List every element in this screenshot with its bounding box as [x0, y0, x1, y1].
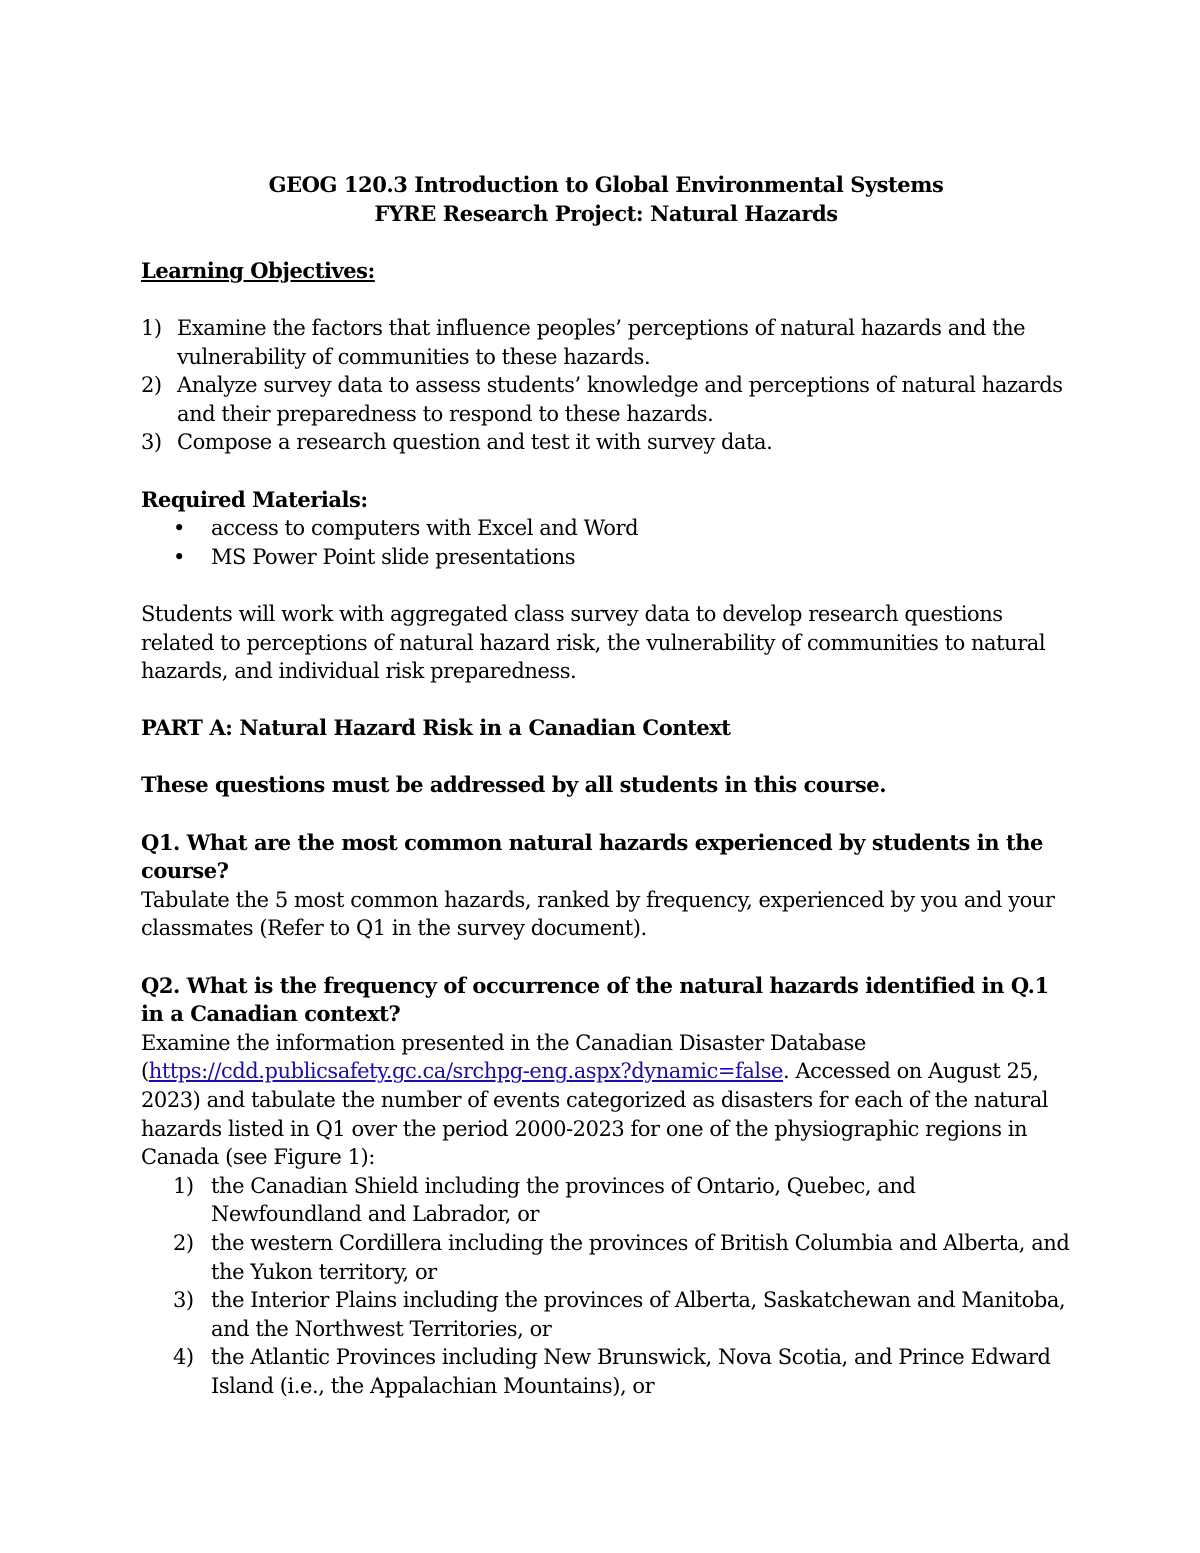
list-item — [141, 314, 1071, 371]
list-item-text: the western Cordillera including the provinces of British Columbia and Alberta, and the Yukon territory, or — [211, 1230, 1070, 1284]
list-item-text: the Interior Plains including the provinces of Alberta, Saskatchewan and Manitoba, and the Northwest Territories, or — [211, 1288, 1066, 1341]
q2-question: Q2. What is the frequency of occurrence of the natural hazards identified in Q.1 in a Canadian context? — [141, 972, 1049, 1027]
spacer — [141, 686, 1071, 715]
list-number: 3) — [173, 1288, 194, 1313]
spacer — [141, 457, 1071, 486]
list-item — [141, 543, 1071, 572]
list-item-text: the Canadian Shield including the provinces of Ontario, Quebec, and Newfoundland and Labrador, or — [211, 1173, 916, 1227]
list-item-text: access to computers with Excel and Word — [211, 516, 639, 541]
bullet-icon: • — [173, 544, 185, 569]
list-number: 4) — [173, 1345, 194, 1370]
q2-body-after-link: . Accessed on August 25, 2023) and tabulate the number of events categorized as disasters for each of the natural hazards listed in Q1 over the period 2000-2023 for one of the physiographic regions in Canada (see Figure 1): — [141, 1059, 1049, 1170]
list-item — [141, 1172, 1071, 1229]
cdd-link[interactable]: https://cdd.publicsafety.gc.ca/srchpg-eng.aspx?dynamic=false — [148, 1059, 783, 1084]
list-item — [141, 514, 1071, 543]
q1-question: Q1. What are the most common natural hazards experienced by students in the course? — [141, 829, 1043, 884]
spacer — [141, 228, 1071, 257]
list-number: 2) — [141, 373, 162, 398]
list-item-text: MS Power Point slide presentations — [211, 544, 576, 569]
open-paren: ( — [141, 1059, 149, 1084]
list-item — [141, 371, 1071, 428]
spacer — [141, 743, 1071, 772]
regions-list — [141, 1172, 1071, 1401]
required-materials-list — [141, 514, 1071, 571]
list-item — [141, 428, 1071, 457]
list-item-text: Compose a research question and test it with survey data. — [177, 430, 773, 455]
document-page — [141, 171, 1071, 1401]
learning-objectives-list — [141, 314, 1071, 457]
list-item-text: the Atlantic Provinces including New Brunswick, Nova Scotia, and Prince Edward Island (i.e., the Appalachian Mountains), or — [211, 1345, 1051, 1398]
list-item — [141, 1343, 1071, 1400]
list-number: 1) — [141, 315, 162, 340]
list-number: 1) — [173, 1173, 194, 1198]
list-item — [141, 1229, 1071, 1286]
list-item-text: Examine the factors that influence peoples’ perceptions of natural hazards and the vulnerability of communities to these hazards. — [177, 315, 1026, 369]
intro-paragraph: Students will work with aggregated class survey data to develop research questions related to perceptions of natural hazard risk, the vulnerability of communities to natural hazards, and individual risk preparedness. — [141, 601, 1046, 684]
course-title: GEOG 120.3 Introduction to Global Environmental Systems — [268, 172, 944, 197]
q2-body-intro: Examine the information presented in the Canadian Disaster Database — [141, 1030, 866, 1055]
required-materials-heading: Required Materials: — [141, 486, 368, 512]
list-number: 3) — [141, 430, 162, 455]
q1-body: Tabulate the 5 most common hazards, ranked by frequency, experienced by you and your classmates (Refer to Q1 in the survey document). — [141, 887, 1055, 941]
bullet-icon: • — [173, 516, 185, 541]
spacer — [141, 943, 1071, 972]
project-title: FYRE Research Project: Natural Hazards — [374, 200, 838, 226]
spacer — [141, 285, 1071, 314]
spacer — [141, 571, 1071, 600]
list-item-text: Analyze survey data to assess students’ knowledge and perceptions of natural hazards and their preparedness to respond to these hazards. — [177, 373, 1063, 426]
part-a-heading: PART A: Natural Hazard Risk in a Canadian Context — [141, 715, 731, 741]
learning-objectives-heading: Learning Objectives: — [141, 257, 375, 283]
list-number: 2) — [173, 1230, 194, 1255]
q2-body — [141, 1057, 1071, 1171]
spacer — [141, 800, 1071, 829]
part-a-note: These questions must be addressed by all students in this course. — [141, 772, 887, 798]
list-item — [141, 1286, 1071, 1343]
title-block — [141, 171, 1071, 228]
